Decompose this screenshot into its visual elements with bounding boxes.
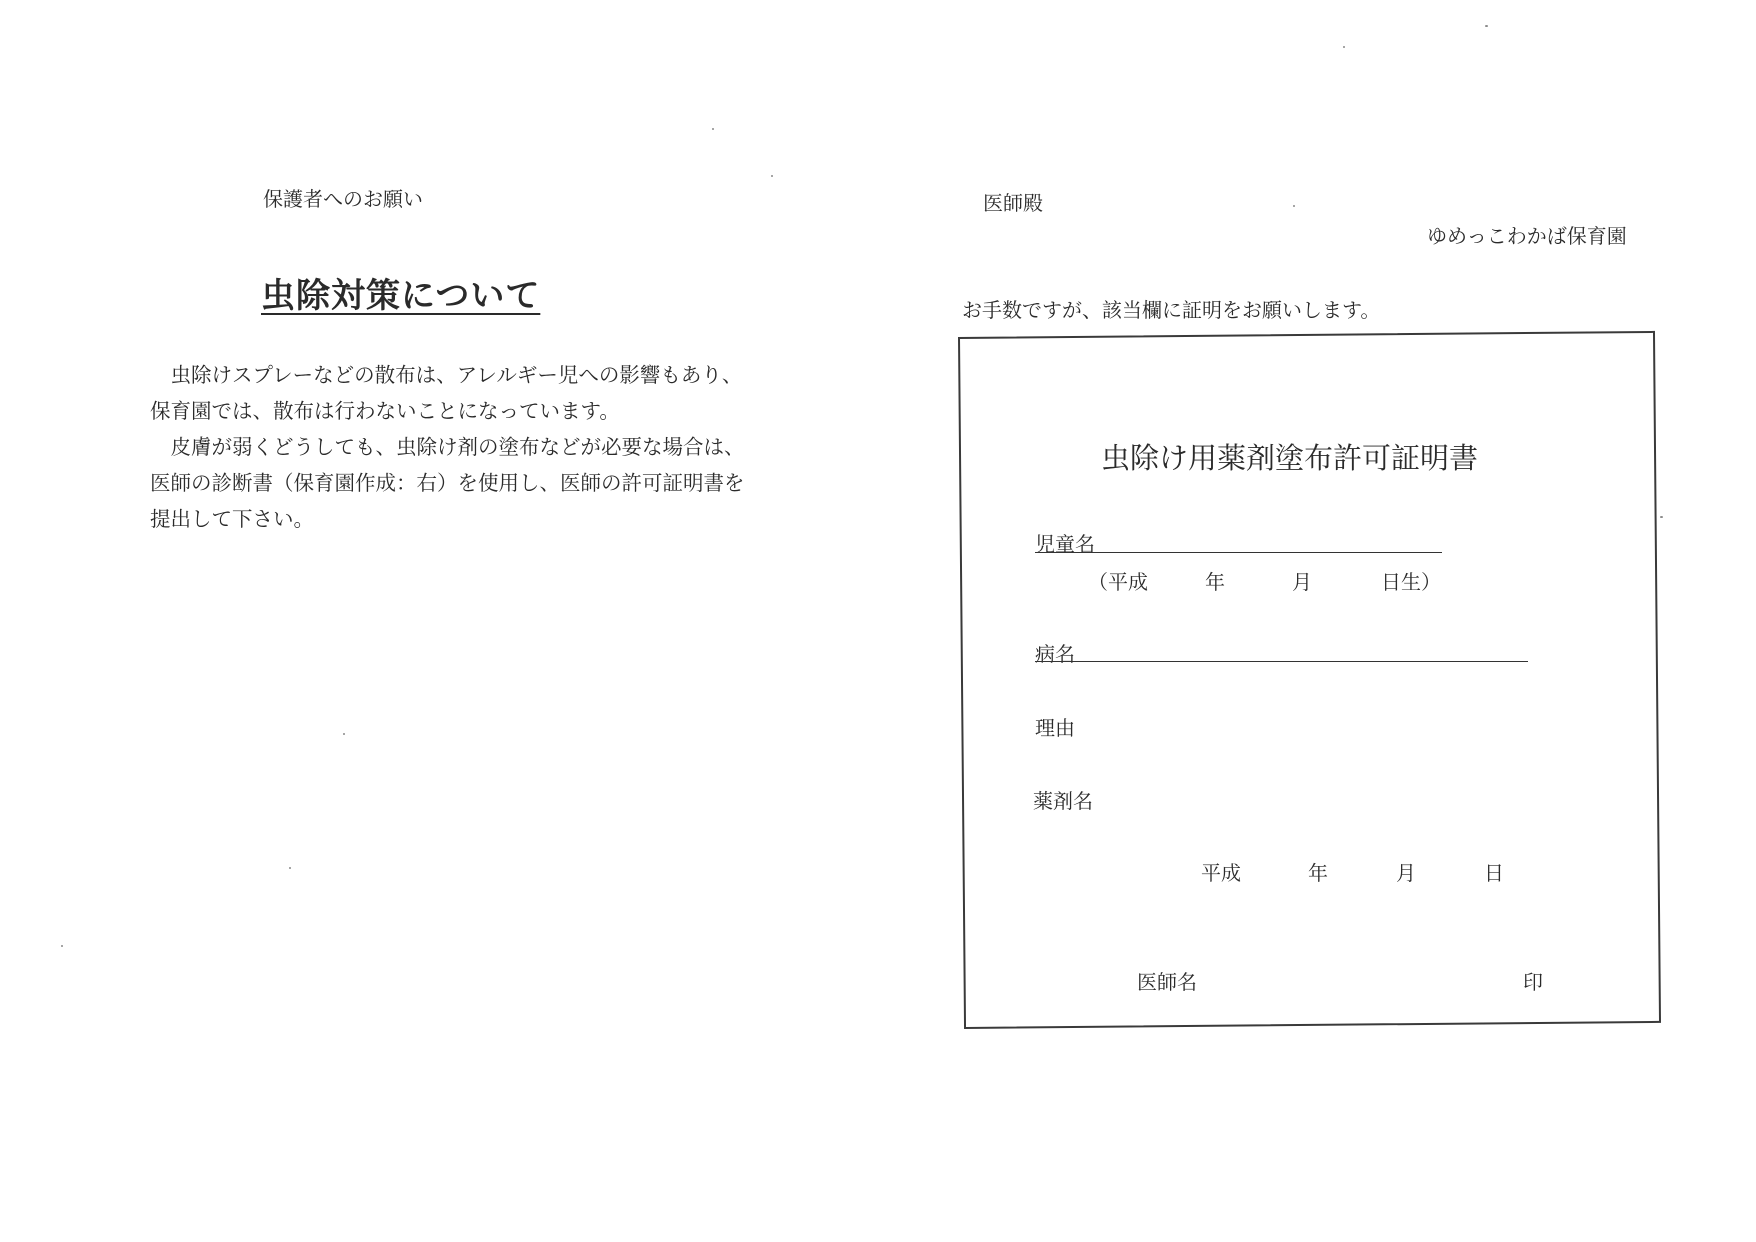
notice-body-line: 医師の診断書（保育園作成：右）を使用し、医師の許可証明書を — [150, 471, 745, 495]
drug-name-label: 薬剤名 — [1033, 789, 1093, 813]
seal-label: 印 — [1523, 970, 1543, 994]
nursery-name: ゆめっこわかば保育園 — [1427, 224, 1627, 248]
child-name-field[interactable] — [1035, 552, 1442, 553]
birth-era-label: （平成 — [1088, 570, 1148, 594]
birth-year-label: 年 — [1205, 570, 1225, 594]
request-text: お手数ですが、該当欄に証明をお願いします。 — [962, 298, 1381, 322]
issue-date-year: 年 — [1308, 861, 1328, 885]
notice-body-line: 皮膚が弱くどうしても、虫除け剤の塗布などが必要な場合は、 — [150, 435, 745, 459]
disease-label: 病名 — [1035, 642, 1075, 666]
notice-body — [150, 357, 745, 537]
child-name-label: 児童名 — [1035, 532, 1095, 556]
notice-title: 虫除対策について — [261, 276, 541, 316]
notice-body-line: 提出して下さい。 — [150, 507, 314, 531]
reason-label: 理由 — [1035, 716, 1075, 740]
notice-body-line: 保育園では、散布は行わないことになっています。 — [150, 399, 620, 423]
notice-body-line: 虫除けスプレーなどの散布は、アレルギー児への影響もあり、 — [150, 363, 743, 387]
notice-header: 保護者へのお願い — [263, 187, 423, 211]
doctor-name-label: 医師名 — [1137, 970, 1197, 994]
addressee: 医師殿 — [983, 191, 1043, 215]
scan-speck — [61, 945, 63, 947]
birth-day-label: 日生） — [1381, 570, 1441, 594]
scan-speck — [343, 733, 345, 735]
certificate-title: 虫除け用薬剤塗布許可証明書 — [1101, 441, 1479, 475]
issue-date-era: 平成 — [1201, 861, 1241, 885]
birth-month-label: 月 — [1292, 570, 1312, 594]
scan-speck — [289, 867, 291, 869]
issue-date-day: 日 — [1484, 861, 1504, 885]
scan-speck — [1485, 25, 1488, 27]
issue-date-month: 月 — [1396, 861, 1416, 885]
scan-speck — [771, 175, 773, 177]
scan-speck — [712, 128, 714, 130]
disease-field[interactable] — [1035, 661, 1528, 662]
scan-speck — [1293, 205, 1295, 207]
scan-speck — [1343, 46, 1345, 48]
scan-speck — [1660, 516, 1663, 518]
